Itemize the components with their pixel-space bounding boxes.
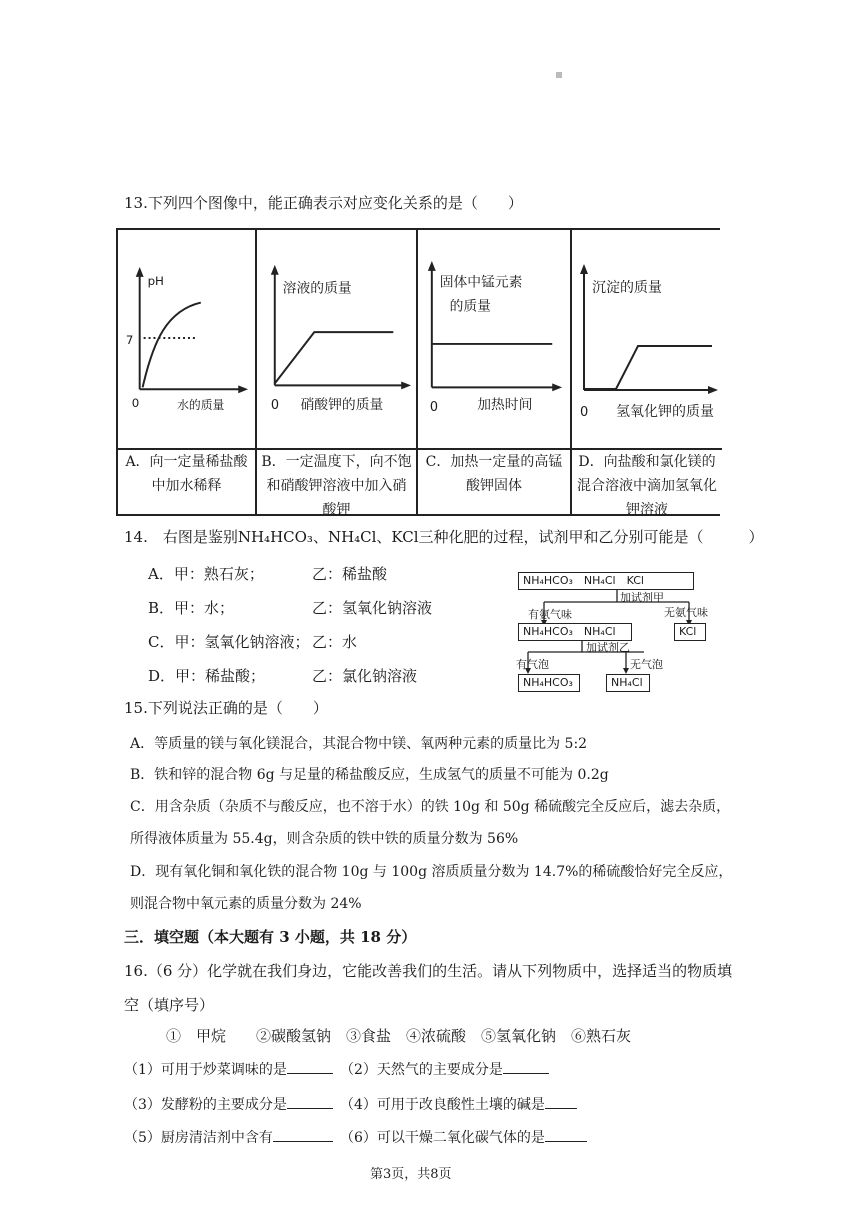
q16-blank-5[interactable] <box>273 1127 333 1142</box>
graph-a-x-label: 水的质量 <box>177 397 225 412</box>
panel-d <box>572 230 722 518</box>
panel-c-caption: C．加热一定量的高锰酸钾固体 <box>418 448 570 518</box>
q14-option-c-1: C．甲：氢氧化钠溶液； <box>148 633 310 651</box>
q16-blank-2[interactable] <box>503 1059 549 1074</box>
panel-c <box>418 230 572 514</box>
scan-speck <box>556 72 562 78</box>
q15-stem: 15.下列说法正确的是（ ） <box>124 699 328 717</box>
graph-b-y-label: 溶液的质量 <box>282 280 352 297</box>
q16-item-2-text: （2）天然气的主要成分是 <box>340 1062 503 1078</box>
graph-b-x-label: 硝酸钾的质量 <box>300 397 384 414</box>
flow-kcl-box: KCl <box>674 623 706 641</box>
graph-a <box>118 230 255 448</box>
graph-b-origin: 0 <box>270 398 279 414</box>
q16-blank-4[interactable] <box>545 1094 577 1109</box>
graph-d-y-label: 沉淀的质量 <box>592 280 662 296</box>
page-footer: 第3页，共8页 <box>370 1167 452 1182</box>
q14-option-b-1: B．甲：水； <box>148 599 235 617</box>
graph-d-origin: 0 <box>580 405 589 420</box>
q15-option-a: A．等质量的镁与氧化镁混合，其混合物中镁、氧两种元素的质量比为 5:2 <box>130 736 588 752</box>
q16-item-5 <box>124 1127 333 1147</box>
q16-item-2 <box>340 1059 549 1079</box>
graph-c-x-label: 加热时间 <box>477 397 533 414</box>
q14-option-b-2: 乙：氢氧化钠溶液 <box>312 599 433 617</box>
q16-blank-3[interactable] <box>287 1094 333 1109</box>
q14-option-d-2: 乙：氯化钠溶液 <box>312 667 418 685</box>
section-3-heading: 三．填空题（本大题有 3 小题，共 18 分） <box>124 928 417 946</box>
q16-item-6 <box>340 1127 587 1147</box>
q16-substance-list: ① 甲烷 ②碳酸氢钠 ③食盐 ④浓硫酸 ⑤氢氧化钠 ⑥熟石灰 <box>166 1027 632 1045</box>
q16-item-4 <box>340 1094 577 1114</box>
q16-stem-2: 空（填序号） <box>124 996 215 1014</box>
q16-stem-1: 16.（6 分）化学就在我们身边，它能改善我们的生活。请从下列物质中，选择适当的物质填 <box>124 962 733 980</box>
flow-left-2: 有气泡 <box>516 658 549 671</box>
flow-top-box: NH₄HCO₃ NH₄Cl KCl <box>518 572 694 590</box>
q16-item-1-text: （1）可用于炒菜调味的是 <box>124 1062 287 1078</box>
q13-stem-text: 13.下列四个图像中，能正确表示对应变化关系的是 <box>124 194 463 212</box>
q15-option-c: C．用含杂质（杂质不与酸反应，也不溶于水）的铁 10g 和 50g 稀硫酸完全反应后，滤去杂质， <box>130 799 731 815</box>
q14-option-d-1: D．甲：稀盐酸； <box>148 667 266 685</box>
graph-c <box>418 230 570 448</box>
flow-right-1: 无氨气味 <box>664 606 708 619</box>
q16-item-5-text: （5）厨房清洁剂中含有 <box>124 1130 273 1146</box>
q15-option-d-cont: 则混合物中氧元素的质量分数为 24% <box>130 896 362 912</box>
panel-d-caption: D．向盐酸和氯化镁的混合溶液中滴加氢氧化钾溶液 <box>572 448 722 518</box>
flow-reagent-1: 加试剂甲 <box>620 591 664 604</box>
q14-option-a-1: A．甲：熟石灰； <box>148 565 264 583</box>
flow-reagent-2: 加试剂乙 <box>586 641 630 654</box>
q16-item-3 <box>124 1094 333 1114</box>
q15-option-d: D．现有氧化铜和氧化铁的混合物 10g 与 100g 溶质质量分数为 14.7%的稀硫酸恰好完全反应， <box>130 864 733 880</box>
q16-blank-1[interactable] <box>287 1059 333 1074</box>
panel-a-caption: A．向一定量稀盐酸中加水稀释 <box>118 448 255 518</box>
flow-left-1: 有氨气味 <box>528 608 572 621</box>
graph-b <box>257 230 416 448</box>
graph-a-y-label: pH <box>147 273 164 288</box>
panel-a <box>118 230 257 514</box>
panel-b-caption: B．一定温度下，向不饱和硝酸钾溶液中加入硝酸钾 <box>257 448 416 518</box>
q16-item-3-text: （3）发酵粉的主要成分是 <box>124 1097 287 1113</box>
q14-stem: 14. 右图是鉴别NH₄HCO₃、NH₄Cl、KCl三种化肥的过程，试剂甲和乙分别可能是（ ） <box>124 528 764 546</box>
graph-c-origin: 0 <box>429 400 439 416</box>
graph-c-y-label-1: 固体中锰元素 <box>439 274 523 291</box>
q14-option-c-2: 乙：水 <box>312 633 358 651</box>
q14-option-a-2: 乙：稀盐酸 <box>312 565 388 583</box>
graph-d-x-label: 氢氧化钾的质量 <box>616 404 714 420</box>
q16-blank-6[interactable] <box>545 1127 587 1142</box>
graph-a-tick-7: 7 <box>125 332 134 347</box>
q13-stem <box>124 192 523 213</box>
q16-item-4-text: （4）可用于改良酸性土壤的碱是 <box>340 1097 545 1113</box>
panel-b <box>257 230 418 518</box>
flow-right-2: 无气泡 <box>630 658 663 671</box>
q13-answer-paren: （ ） <box>462 194 523 212</box>
q13-graph-table <box>116 228 720 516</box>
q15-option-c-cont: 所得液体质量为 55.4g，则含杂质的铁中铁的质量分数为 56% <box>130 831 519 847</box>
flow-out-2: NH₄Cl <box>606 674 650 692</box>
graph-c-y-label-2: 的质量 <box>449 298 491 315</box>
flow-out-1: NH₄HCO₃ <box>518 674 580 692</box>
graph-a-origin: 0 <box>131 396 140 411</box>
q15-option-b: B．铁和锌的混合物 6g 与足量的稀盐酸反应，生成氢气的质量不可能为 0.2g <box>130 767 609 783</box>
q16-item-1 <box>124 1059 333 1079</box>
q14-flow-diagram <box>514 570 724 694</box>
graph-d <box>572 230 722 448</box>
flow-mid-box: NH₄HCO₃ NH₄Cl <box>518 623 632 641</box>
q14-option-a <box>148 563 264 584</box>
q16-item-6-text: （6）可以干燥二氧化碳气体的是 <box>340 1130 545 1146</box>
